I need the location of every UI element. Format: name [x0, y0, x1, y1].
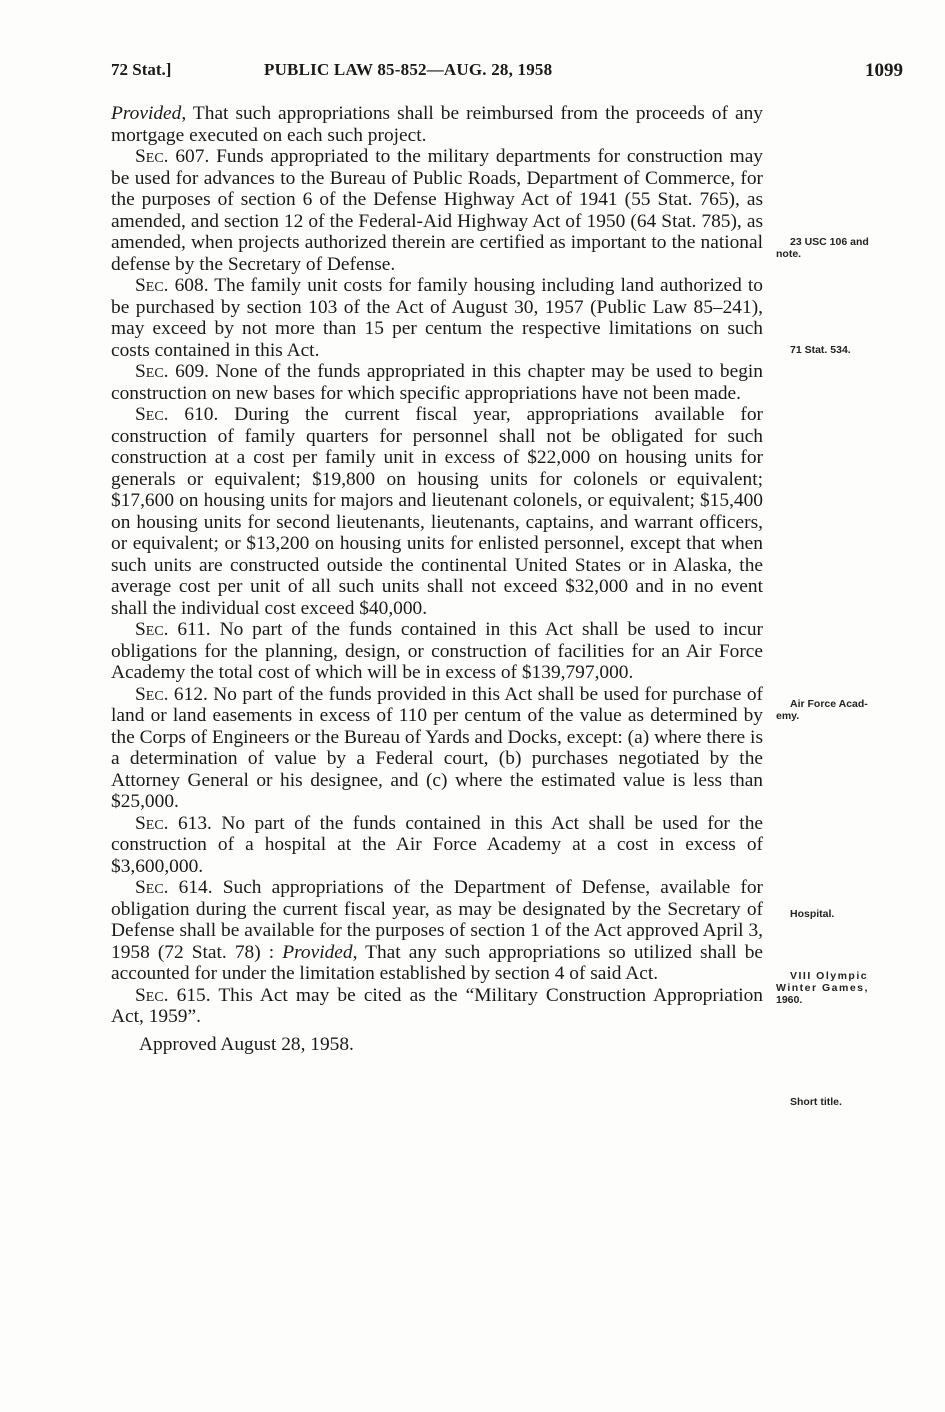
section-607 [111, 146, 763, 275]
section-612-label: Sec. 612. [135, 683, 208, 705]
section-609-label: Sec. 609. [135, 361, 210, 382]
body-text [111, 103, 763, 1055]
page-header [111, 60, 903, 84]
section-613 [111, 813, 763, 878]
section-615-label: Sec. 615. [135, 984, 211, 1006]
margin-note-usc-line2: note. [776, 248, 802, 260]
margin-note-air-force-line1: Air Force Acad- [790, 698, 868, 710]
section-613-label: Sec. 613. [135, 812, 212, 834]
section-614-text-b: , That any such appropriations so utilized shall be accounted for under the limitation established by section 4 of said Act. [111, 941, 763, 984]
section-611 [111, 619, 763, 684]
section-614-text-a: Such appropriations of the Department of Defense, available for obligation during the current fiscal year, as may be designated by the Secretary of Defense shall be available for the purposes of section 1 of the Act approved April 3, 1958 (72 Stat. 78) : [111, 877, 763, 963]
page-number: 1099 [865, 60, 903, 81]
section-608-text: The family unit costs for family housing including land authorized to be purchased by section 103 of the Act of August 30, 1957 (Public Law 85–241), may exceed by not more than 15 per centum the respective limitations on such costs contained in this Act. [111, 275, 763, 361]
margin-note-olympic-games [776, 970, 916, 1006]
section-612 [111, 684, 763, 813]
section-611-label: Sec. 611. [135, 619, 211, 640]
margin-note-stat: 71 Stat. 534. [790, 344, 851, 356]
header-statute-reference: 72 Stat.] [111, 60, 172, 79]
section-614-label: Sec. 614. [135, 877, 213, 898]
section-614 [111, 877, 763, 985]
provided-italic: Provided [111, 103, 182, 124]
margin-note-short-title: Short title. [790, 1096, 842, 1108]
section-610-text: During the current fiscal year, appropriations available for construction of family quarters for personnel shall not be obligated for such construction at a cost per family unit in excess of $22,000 on housing units for generals or equivalent; $19,800 on housing units for colonels or equivalent; $17,600 on housing units for majors and lieutenant colonels, or equivalent; $15,400 on housing units for second lieutenants, lieutenants, captains, and warrant officers, or equivalent; or $13,200 on housing units for enlisted personnel, except that when such units are constructed outside the continental United States or in Alaska, the average cost per unit of all such units shall not exceed $32,000 and in no event shall the individual cost exceed $40,000. [111, 404, 763, 619]
margin-note-usc-line1: 23 USC 106 and [790, 236, 869, 248]
section-608-label: Sec. 608. [135, 275, 209, 296]
section-607-label: Sec. 607. [135, 146, 210, 167]
provided-clause [111, 103, 763, 146]
section-609-text: None of the funds appropriated in this chapter may be used to begin construction on new bases for which specific appropriations have not been made. [111, 361, 764, 404]
section-609 [111, 361, 763, 404]
section-608 [111, 275, 763, 361]
margin-note-olympic-line1: VIII Olympic [790, 970, 869, 982]
section-610-label: Sec. 610. [135, 404, 219, 425]
section-615 [111, 985, 763, 1028]
margin-note-air-force-line2: emy. [776, 710, 800, 722]
section-615-text: This Act may be cited as the “Military Construction Appropriation Act, 1959”. [111, 984, 763, 1027]
margin-note-olympic-line2: Winter Games, [776, 982, 869, 994]
section-613-text: No part of the funds contained in this Act shall be used for the construction of a hospital at the Air Force Academy at a cost in excess of $3,600,000. [111, 812, 763, 877]
section-610 [111, 404, 763, 619]
section-614-provided-italic: Provided [282, 941, 353, 963]
section-607-text: Funds appropriated to the military departments for construction may be used for advances to the Bureau of Public Roads, Department of Commerce, for the purposes of section 6 of the Defense Highway Act of 1941 (55 Stat. 765), as amended, and section 12 of the Federal-Aid Highway Act of 1950 (64 Stat. 785), as amended, when projects authorized therein are certified as important to the national defense by the Secretary of Defense. [111, 146, 763, 275]
margin-note-olympic-line3: 1960. [776, 994, 803, 1006]
section-611-text: No part of the funds contained in this Act shall be used to incur obligations for the planning, design, or construction of facilities for an Air Force Academy the total cost of which will be in excess of $139,797,000. [111, 619, 763, 683]
approval-date: Approved August 28, 1958. [139, 1033, 354, 1055]
margin-note-hospital: Hospital. [790, 908, 835, 920]
header-public-law-title: PUBLIC LAW 85-852—AUG. 28, 1958 [264, 60, 553, 79]
section-612-text: No part of the funds provided in this Act shall be used for purchase of land or land easements in excess of 110 per centum of the value as determined by the Corps of Engineers or the Bureau of Yards and Docks, except: (a) where there is a determination of value by a Federal court, (b) purchases negotiated by the Attorney General or his designee, and (c) where the estimated value is less than $25,000. [111, 683, 763, 812]
provided-text: , That such appropriations shall be reimbursed from the proceeds of any mortgage executed on each such project. [111, 103, 763, 146]
margin-note-usc [776, 236, 916, 260]
margin-note-air-force-academy [776, 698, 916, 722]
